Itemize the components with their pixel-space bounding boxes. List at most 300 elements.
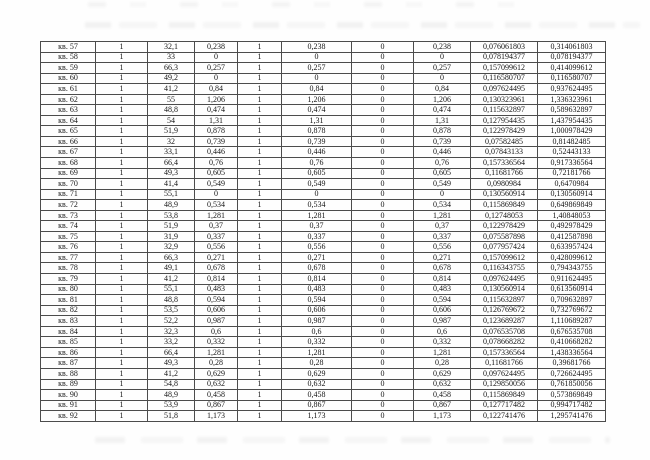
- value-cell: 0,76: [282, 158, 352, 169]
- value-cell: 0,37: [195, 221, 238, 232]
- table-row: [41, 189, 606, 200]
- row-label-cell: кв. 76: [41, 242, 96, 253]
- value-cell: 1: [96, 200, 148, 211]
- value-cell: 1,281: [195, 347, 238, 358]
- table-row: [41, 274, 606, 285]
- value-cell: 41,2: [148, 274, 195, 285]
- value-cell: 1: [96, 316, 148, 327]
- value-cell: 0,337: [414, 231, 471, 242]
- value-cell: 52,2: [148, 316, 195, 327]
- value-cell: 48,8: [148, 105, 195, 116]
- value-cell: 0,129850056: [471, 379, 538, 390]
- value-cell: 54,8: [148, 379, 195, 390]
- value-cell: 0,534: [195, 200, 238, 211]
- row-label-cell: кв. 63: [41, 105, 96, 116]
- value-cell: 1: [96, 84, 148, 95]
- value-cell: 0,474: [195, 105, 238, 116]
- value-cell: 0,097624495: [471, 274, 538, 285]
- value-cell: 0,157099612: [471, 63, 538, 74]
- row-label-cell: кв. 86: [41, 347, 96, 358]
- row-label-cell: кв. 69: [41, 168, 96, 179]
- value-cell: 1: [238, 390, 282, 401]
- value-cell: 32,9: [148, 242, 195, 253]
- value-cell: 1,173: [282, 411, 352, 422]
- table-row: [41, 42, 606, 53]
- value-cell: 1: [238, 358, 282, 369]
- value-cell: 0,632: [414, 379, 471, 390]
- value-cell: 0,332: [414, 337, 471, 348]
- value-cell: 0,39681766: [538, 358, 606, 369]
- value-cell: 1,336323961: [538, 94, 606, 105]
- row-label-cell: кв. 73: [41, 210, 96, 221]
- value-cell: 53,9: [148, 400, 195, 411]
- value-cell: 1: [96, 411, 148, 422]
- value-cell: 66,3: [148, 63, 195, 74]
- value-cell: 0,76: [414, 158, 471, 169]
- value-cell: 0,814: [282, 274, 352, 285]
- value-cell: 1: [238, 295, 282, 306]
- value-cell: 0,867: [195, 400, 238, 411]
- table-row: [41, 94, 606, 105]
- row-label-cell: кв. 85: [41, 337, 96, 348]
- value-cell: 0,428099612: [538, 252, 606, 263]
- value-cell: 0: [352, 73, 414, 84]
- value-cell: 0,732769672: [538, 305, 606, 316]
- value-cell: 0,594: [414, 295, 471, 306]
- value-cell: 0,127717482: [471, 400, 538, 411]
- value-cell: 51,9: [148, 221, 195, 232]
- value-cell: 0: [352, 347, 414, 358]
- value-cell: 0,257: [414, 63, 471, 74]
- value-cell: 0: [352, 263, 414, 274]
- value-cell: 0: [352, 84, 414, 95]
- value-cell: 0: [352, 105, 414, 116]
- value-cell: 0,911624495: [538, 274, 606, 285]
- value-cell: 1: [238, 52, 282, 63]
- value-cell: 0,549: [414, 179, 471, 190]
- value-cell: 0: [352, 337, 414, 348]
- value-cell: 0,6: [195, 326, 238, 337]
- value-cell: 51,8: [148, 411, 195, 422]
- value-cell: 0,632: [195, 379, 238, 390]
- row-label-cell: кв. 89: [41, 379, 96, 390]
- value-cell: 0,130560914: [471, 189, 538, 200]
- value-cell: 48,8: [148, 295, 195, 306]
- value-cell: 0,474: [414, 105, 471, 116]
- value-cell: 0,257: [282, 63, 352, 74]
- value-cell: 0,122978429: [471, 221, 538, 232]
- value-cell: 1: [238, 126, 282, 137]
- row-label-cell: кв. 64: [41, 115, 96, 126]
- row-label-cell: кв. 67: [41, 147, 96, 158]
- value-cell: 0,446: [414, 147, 471, 158]
- table-row: [41, 252, 606, 263]
- value-cell: 1: [238, 337, 282, 348]
- value-cell: 1: [238, 411, 282, 422]
- value-cell: 0: [352, 136, 414, 147]
- value-cell: 1: [238, 136, 282, 147]
- value-cell: 66,4: [148, 347, 195, 358]
- value-cell: 51,9: [148, 126, 195, 137]
- scan-artifact-top: [88, 2, 518, 7]
- value-cell: 1: [96, 390, 148, 401]
- value-cell: 54: [148, 115, 195, 126]
- table-row: [41, 295, 606, 306]
- value-cell: 0,458: [195, 390, 238, 401]
- value-cell: 0,709632897: [538, 295, 606, 306]
- value-cell: 1: [238, 105, 282, 116]
- value-cell: 1: [96, 42, 148, 53]
- value-cell: 1: [96, 158, 148, 169]
- value-cell: 1: [96, 115, 148, 126]
- value-cell: 0,076535708: [471, 326, 538, 337]
- value-cell: 0,332: [195, 337, 238, 348]
- value-cell: 0: [352, 200, 414, 211]
- value-cell: 1: [96, 105, 148, 116]
- value-cell: 0: [352, 94, 414, 105]
- value-cell: 0,446: [282, 147, 352, 158]
- value-cell: 0,414099612: [538, 63, 606, 74]
- value-cell: 0,37: [414, 221, 471, 232]
- value-cell: 0: [352, 221, 414, 232]
- value-cell: 0,483: [414, 284, 471, 295]
- value-cell: 0,078194377: [538, 52, 606, 63]
- row-label-cell: кв. 70: [41, 179, 96, 190]
- value-cell: 1,206: [282, 94, 352, 105]
- value-cell: 0,458: [414, 390, 471, 401]
- row-label-cell: кв. 59: [41, 63, 96, 74]
- value-cell: 0,878: [282, 126, 352, 137]
- value-cell: 48,9: [148, 390, 195, 401]
- value-cell: 0,594: [195, 295, 238, 306]
- value-cell: 0,123689287: [471, 316, 538, 327]
- value-cell: 0,271: [414, 252, 471, 263]
- value-cell: 1: [96, 252, 148, 263]
- row-label-cell: кв. 65: [41, 126, 96, 137]
- value-cell: 0,556: [414, 242, 471, 253]
- value-cell: 1: [96, 326, 148, 337]
- value-cell: 0,122978429: [471, 126, 538, 137]
- value-cell: 32,1: [148, 42, 195, 53]
- value-cell: 1,281: [414, 210, 471, 221]
- value-cell: 0,606: [195, 305, 238, 316]
- row-label-cell: кв. 58: [41, 52, 96, 63]
- value-cell: 32: [148, 136, 195, 147]
- value-cell: 1,31: [282, 115, 352, 126]
- value-cell: 1: [238, 210, 282, 221]
- value-cell: 1: [238, 200, 282, 211]
- value-cell: 1: [96, 231, 148, 242]
- value-cell: 33,1: [148, 147, 195, 158]
- value-cell: 1: [238, 284, 282, 295]
- table-row: [41, 242, 606, 253]
- value-cell: 1: [96, 136, 148, 147]
- row-label-cell: кв. 90: [41, 390, 96, 401]
- row-label-cell: кв. 77: [41, 252, 96, 263]
- value-cell: 0,130323961: [471, 94, 538, 105]
- value-cell: 0,649869849: [538, 200, 606, 211]
- value-cell: 0,761850056: [538, 379, 606, 390]
- value-cell: 0,077957424: [471, 242, 538, 253]
- scan-artifact-bottom: [95, 437, 610, 443]
- value-cell: 31,9: [148, 231, 195, 242]
- value-cell: 1: [96, 347, 148, 358]
- value-cell: 0: [352, 231, 414, 242]
- value-cell: 0,794343755: [538, 263, 606, 274]
- value-cell: 1: [238, 263, 282, 274]
- value-cell: 0,078194377: [471, 52, 538, 63]
- value-cell: 0,0980984: [471, 179, 538, 190]
- value-cell: 0,534: [414, 200, 471, 211]
- value-cell: 1: [238, 305, 282, 316]
- value-cell: 1: [238, 242, 282, 253]
- value-cell: 0: [352, 168, 414, 179]
- value-cell: 0,6: [282, 326, 352, 337]
- value-cell: 1,281: [414, 347, 471, 358]
- value-cell: 0: [352, 400, 414, 411]
- value-cell: 41,2: [148, 368, 195, 379]
- value-cell: 0,994717482: [538, 400, 606, 411]
- value-cell: 0: [352, 358, 414, 369]
- value-cell: 1: [238, 231, 282, 242]
- value-cell: 1,206: [195, 94, 238, 105]
- value-cell: 0,115632897: [471, 295, 538, 306]
- value-cell: 55,1: [148, 189, 195, 200]
- value-cell: 0,84: [282, 84, 352, 95]
- value-cell: 0,410668282: [538, 337, 606, 348]
- value-cell: 0,605: [414, 168, 471, 179]
- value-cell: 0,534: [282, 200, 352, 211]
- value-cell: 0,549: [195, 179, 238, 190]
- value-cell: 1: [96, 63, 148, 74]
- value-cell: 49,3: [148, 358, 195, 369]
- value-cell: 1: [96, 358, 148, 369]
- table-row: [41, 411, 606, 422]
- value-cell: 1,173: [414, 411, 471, 422]
- value-cell: 0,446: [195, 147, 238, 158]
- value-cell: 0,097624495: [471, 84, 538, 95]
- value-cell: 0,987: [414, 316, 471, 327]
- value-cell: 1,000978429: [538, 126, 606, 137]
- value-cell: 1: [238, 158, 282, 169]
- value-cell: 0: [352, 126, 414, 137]
- value-cell: 0,606: [414, 305, 471, 316]
- value-cell: 0,739: [282, 136, 352, 147]
- value-cell: 0,115632897: [471, 105, 538, 116]
- value-cell: 1: [96, 400, 148, 411]
- row-label-cell: кв. 78: [41, 263, 96, 274]
- value-cell: 0: [352, 379, 414, 390]
- value-cell: 0,116580707: [538, 73, 606, 84]
- value-cell: 1: [96, 73, 148, 84]
- value-cell: 0,157336564: [471, 158, 538, 169]
- value-cell: 0,814: [414, 274, 471, 285]
- row-label-cell: кв. 71: [41, 189, 96, 200]
- table-row: [41, 63, 606, 74]
- row-label-cell: кв. 68: [41, 158, 96, 169]
- value-cell: 1: [238, 179, 282, 190]
- value-cell: 0,257: [195, 63, 238, 74]
- row-label-cell: кв. 62: [41, 94, 96, 105]
- value-cell: 0: [352, 42, 414, 53]
- row-label-cell: кв. 81: [41, 295, 96, 306]
- value-cell: 1,206: [414, 94, 471, 105]
- value-cell: 0,238: [282, 42, 352, 53]
- table-row: [41, 284, 606, 295]
- table-row: [41, 358, 606, 369]
- value-cell: 1: [238, 42, 282, 53]
- value-cell: 0: [352, 390, 414, 401]
- value-cell: 49,3: [148, 168, 195, 179]
- value-cell: 1: [238, 252, 282, 263]
- value-cell: 0: [414, 73, 471, 84]
- value-cell: 66,3: [148, 252, 195, 263]
- value-cell: 0,130560914: [471, 284, 538, 295]
- value-cell: 49,1: [148, 263, 195, 274]
- value-cell: 1: [96, 221, 148, 232]
- value-cell: 0: [352, 284, 414, 295]
- value-cell: 0: [282, 189, 352, 200]
- value-cell: 0,739: [195, 136, 238, 147]
- value-cell: 1,110689287: [538, 316, 606, 327]
- value-cell: 0: [195, 73, 238, 84]
- table-row: [41, 221, 606, 232]
- value-cell: 0,078668282: [471, 337, 538, 348]
- value-cell: 0,07843133: [471, 147, 538, 158]
- value-cell: 0,37: [282, 221, 352, 232]
- value-cell: 55,1: [148, 284, 195, 295]
- value-cell: 0,76: [195, 158, 238, 169]
- row-label-cell: кв. 79: [41, 274, 96, 285]
- value-cell: 0,28: [195, 358, 238, 369]
- value-cell: 0,157099612: [471, 252, 538, 263]
- value-cell: 1: [96, 295, 148, 306]
- row-label-cell: кв. 60: [41, 73, 96, 84]
- value-cell: 0,676535708: [538, 326, 606, 337]
- row-label-cell: кв. 57: [41, 42, 96, 53]
- table-row: [41, 52, 606, 63]
- value-cell: 0: [352, 242, 414, 253]
- value-cell: 0,84: [195, 84, 238, 95]
- value-cell: 0,122741476: [471, 411, 538, 422]
- value-cell: 1: [238, 94, 282, 105]
- value-cell: 1: [238, 115, 282, 126]
- value-cell: 0,606: [282, 305, 352, 316]
- value-cell: 0,28: [282, 358, 352, 369]
- value-cell: 1: [96, 126, 148, 137]
- table-row: [41, 337, 606, 348]
- value-cell: 0,474: [282, 105, 352, 116]
- value-cell: 0,097624495: [471, 368, 538, 379]
- value-cell: 1,40848053: [538, 210, 606, 221]
- value-cell: 0,549: [282, 179, 352, 190]
- value-cell: 0: [352, 210, 414, 221]
- row-label-cell: кв. 80: [41, 284, 96, 295]
- value-cell: 0: [352, 316, 414, 327]
- value-cell: 1: [96, 305, 148, 316]
- value-cell: 49,2: [148, 73, 195, 84]
- value-cell: 1: [238, 189, 282, 200]
- value-cell: 0: [352, 158, 414, 169]
- value-cell: 48,9: [148, 200, 195, 211]
- value-cell: 0,6: [414, 326, 471, 337]
- value-cell: 0,605: [282, 168, 352, 179]
- value-cell: 0,412587898: [538, 231, 606, 242]
- value-cell: 0,157336564: [471, 347, 538, 358]
- table-body: [41, 42, 606, 422]
- value-cell: 0,937624495: [538, 84, 606, 95]
- row-label-cell: кв. 88: [41, 368, 96, 379]
- value-cell: 0,337: [282, 231, 352, 242]
- value-cell: 0,271: [282, 252, 352, 263]
- value-cell: 0,629: [414, 368, 471, 379]
- value-cell: 0,556: [195, 242, 238, 253]
- value-cell: 0,492978429: [538, 221, 606, 232]
- row-label-cell: кв. 75: [41, 231, 96, 242]
- row-label-cell: кв. 83: [41, 316, 96, 327]
- value-cell: 1: [238, 274, 282, 285]
- value-cell: 0,116343755: [471, 263, 538, 274]
- value-cell: 0,115869849: [471, 200, 538, 211]
- value-cell: 1: [238, 347, 282, 358]
- value-cell: 1,437954435: [538, 115, 606, 126]
- table-row: [41, 231, 606, 242]
- table-row: [41, 147, 606, 158]
- value-cell: 1,281: [282, 210, 352, 221]
- value-cell: 0: [352, 326, 414, 337]
- value-cell: 0,126769672: [471, 305, 538, 316]
- value-cell: 1: [238, 73, 282, 84]
- table-row: [41, 158, 606, 169]
- value-cell: 41,2: [148, 84, 195, 95]
- value-cell: 0: [282, 52, 352, 63]
- table-row: [41, 168, 606, 179]
- table-row: [41, 73, 606, 84]
- row-label-cell: кв. 82: [41, 305, 96, 316]
- value-cell: 1: [238, 379, 282, 390]
- value-cell: 0: [352, 147, 414, 158]
- value-cell: 0: [352, 52, 414, 63]
- value-cell: 0,52443133: [538, 147, 606, 158]
- value-cell: 0: [414, 189, 471, 200]
- value-cell: 0,726624495: [538, 368, 606, 379]
- value-cell: 0,867: [282, 400, 352, 411]
- value-cell: 0,076061803: [471, 42, 538, 53]
- row-label-cell: кв. 72: [41, 200, 96, 211]
- table-row: [41, 347, 606, 358]
- value-cell: 0,075587898: [471, 231, 538, 242]
- value-cell: 1: [238, 221, 282, 232]
- value-cell: 0,867: [414, 400, 471, 411]
- value-cell: 0,115869849: [471, 390, 538, 401]
- table-row: [41, 200, 606, 211]
- value-cell: 1,281: [195, 210, 238, 221]
- table-row: [41, 105, 606, 116]
- value-cell: 1: [96, 337, 148, 348]
- value-cell: 0,332: [282, 337, 352, 348]
- value-cell: 0,238: [195, 42, 238, 53]
- value-cell: 53,8: [148, 210, 195, 221]
- value-cell: 0,987: [195, 316, 238, 327]
- value-cell: 1: [238, 326, 282, 337]
- value-cell: 1: [96, 210, 148, 221]
- row-label-cell: кв. 74: [41, 221, 96, 232]
- value-cell: 1: [96, 189, 148, 200]
- value-cell: 0,678: [195, 263, 238, 274]
- value-cell: 0,11681766: [471, 358, 538, 369]
- value-cell: 0,878: [195, 126, 238, 137]
- value-cell: 0: [352, 295, 414, 306]
